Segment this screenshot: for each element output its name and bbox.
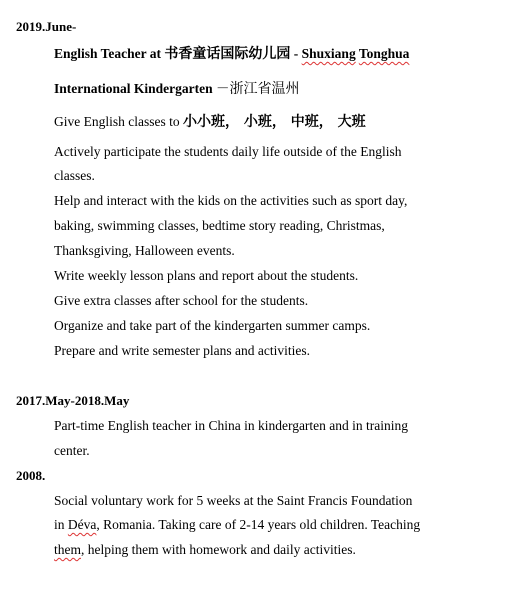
job-title-separator: －	[212, 81, 230, 96]
volunteer-line-2-rest: , Romania. Taking care of 2-14 years old children. Teaching	[96, 517, 421, 532]
volunteer-in: in	[54, 517, 68, 532]
classes-line	[54, 115, 366, 129]
duty-line: baking, swimming classes, bedtime story reading, Christmas,	[54, 218, 385, 233]
duty-line: Thanksgiving, Halloween events.	[54, 243, 235, 258]
duty-line: Organize and take part of the kindergarten summer camps.	[54, 318, 371, 333]
duty-line: classes.	[54, 168, 95, 183]
job-title-kindergarten-cn: 书香童话国际幼儿园	[164, 46, 291, 62]
volunteer-line-2	[54, 518, 420, 532]
duty-line: Help and interact with the kids on the activities such as sport day,	[54, 193, 408, 208]
job-title-prefix: English Teacher at	[54, 46, 165, 61]
classes-prefix: Give English classes to	[54, 114, 183, 129]
volunteer-line-3	[54, 543, 356, 557]
job-title-dash: -	[290, 46, 302, 61]
job-title-line-1	[54, 47, 409, 61]
volunteer-them: them	[54, 542, 81, 557]
date-2019: 2019.June-	[16, 19, 77, 34]
duty-line: Write weekly lesson plans and report about the students.	[54, 268, 359, 283]
job-title-line-2	[54, 82, 300, 96]
duty-line: center.	[54, 443, 90, 458]
volunteer-line-1: Social voluntary work for 5 weeks at the Saint Francis Foundation	[54, 493, 413, 508]
job-location-cn: 浙江省温州	[229, 81, 300, 97]
duty-line: Give extra classes after school for the students.	[54, 293, 309, 308]
duty-line: Actively participate the students daily life outside of the English	[54, 144, 402, 159]
date-2008: 2008.	[16, 468, 46, 483]
volunteer-deva: Déva	[67, 517, 97, 532]
volunteer-line-3-rest: , helping them with homework and daily activities.	[81, 542, 356, 557]
job-title-tonghua: Tonghua	[358, 46, 410, 61]
classes-levels-cn: 小小班， 小班， 中班， 大班	[182, 114, 366, 130]
date-2017-2018: 2017.May-2018.May	[16, 393, 130, 408]
duty-line: Prepare and write semester plans and activities.	[54, 343, 311, 358]
duty-line: Part-time English teacher in China in kindergarten and in training	[54, 418, 409, 433]
job-title-international: International Kindergarten	[54, 81, 213, 96]
job-title-shuxiang: Shuxiang	[301, 46, 356, 61]
